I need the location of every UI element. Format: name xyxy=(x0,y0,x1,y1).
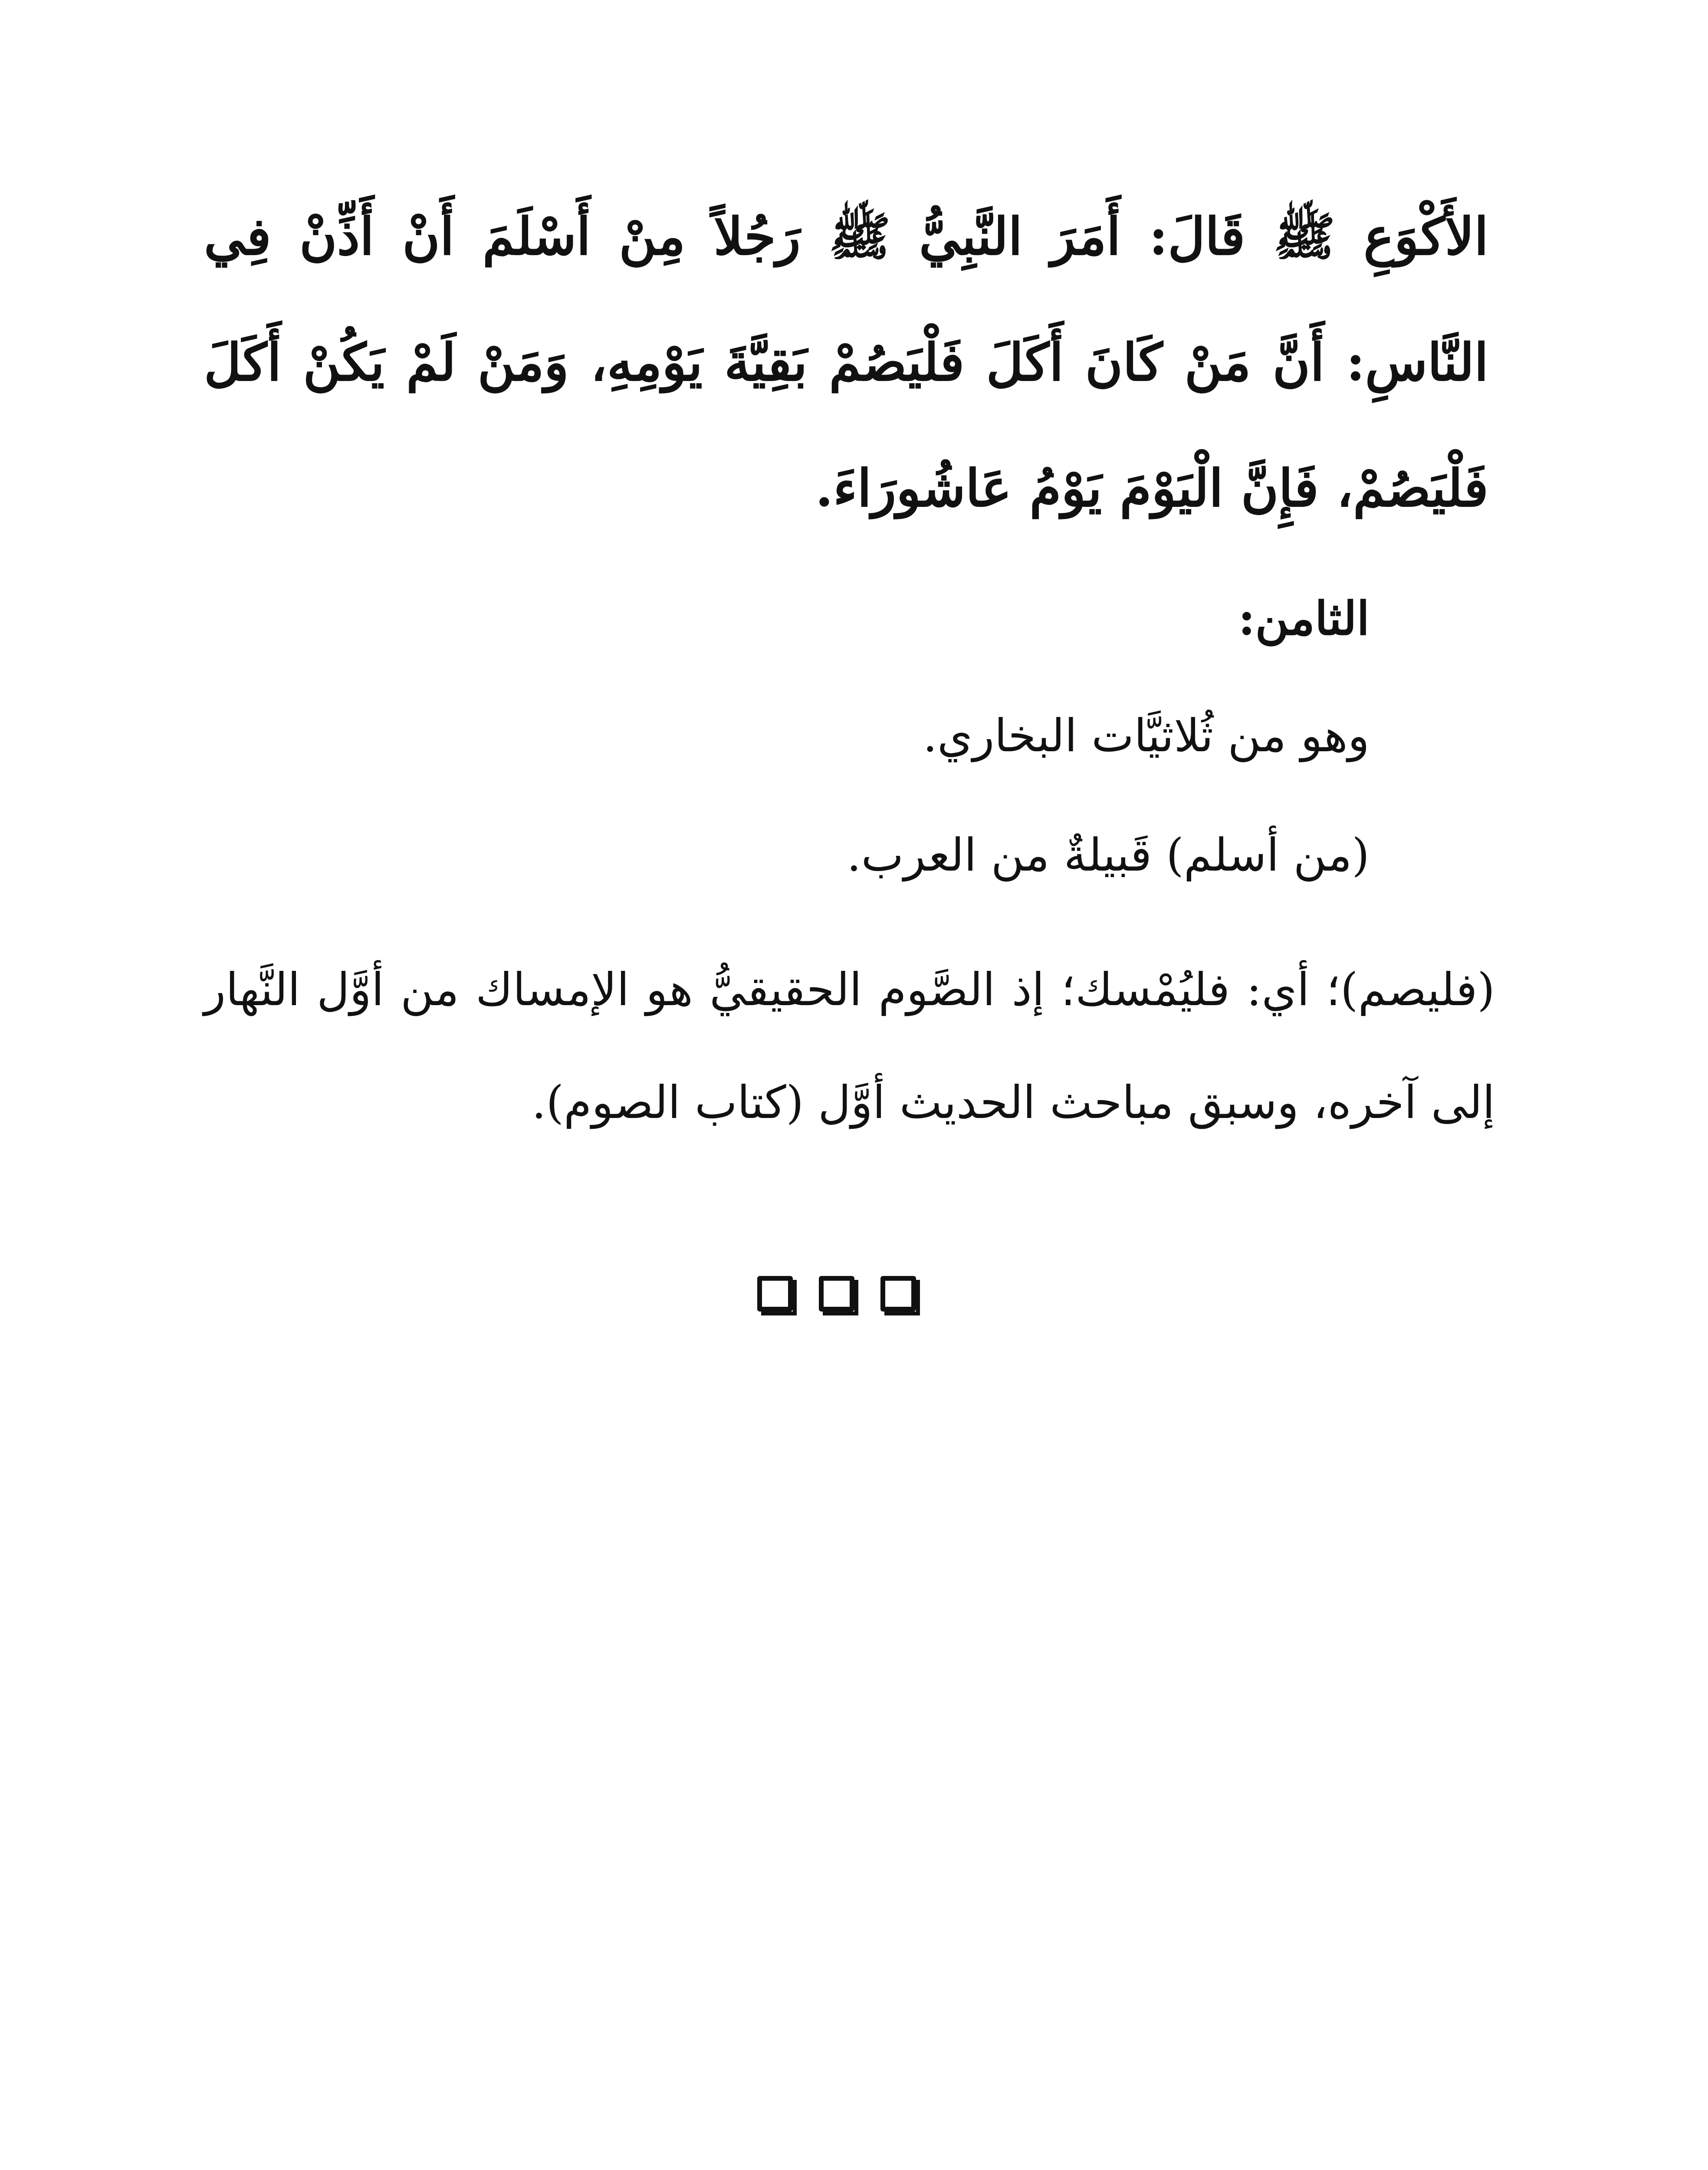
separator-ornament-icon xyxy=(757,1276,916,1312)
square-ornament-icon xyxy=(757,1276,793,1312)
paragraph-fasting-explanation: (فليصم)؛ أي: فليُمْسك؛ إذ الصَّوم الحقيقيُّ هو الإمساك من أوَّل النَّهار إلى آخره، وسبق مباحث الحديث أوَّل (كتاب الصوم). xyxy=(204,963,1495,1129)
section-heading: الثامن: xyxy=(1238,591,1370,645)
square-ornament-icon xyxy=(819,1276,854,1312)
paragraph-aslam-tribe: (من أسلم) قَبيلةٌ من العرب. xyxy=(847,829,1370,881)
paragraph-thulathiyyat: وهو من ثُلاثيَّات البخاري. xyxy=(923,709,1370,762)
square-ornament-icon xyxy=(880,1276,916,1312)
hadith-text: الأَكْوَعِ ﷺ قَالَ: أَمَرَ النَّبِيُّ ﷺ رَجُلاً مِنْ أَسْلَمَ أَنْ أَذِّنْ فِي النَّاسِ: أَنَّ مَنْ كَانَ أَكَلَ فَلْيَصُمْ بَقِيَّةَ يَوْمِهِ، وَمَنْ لَمْ يَكُنْ أَكَلَ فَلْيَصُمْ، فَإِنَّ الْيَوْمَ يَوْمُ عَاشُورَاءَ. xyxy=(204,206,1488,518)
